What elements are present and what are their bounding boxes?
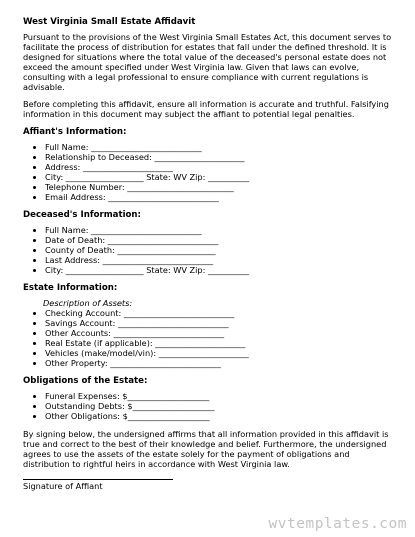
estate-fields-list (23, 298, 395, 368)
affiant-telephone-field: • Telephone Number: __________________________ (45, 182, 395, 192)
deceased-county-field: • County of Death: ________________________ (45, 245, 395, 255)
closing-paragraph: By signing below, the undersigned affirms that all information provided in this affidavit is true and correct to the best of their knowledge and belief. Furthermore, the undersigned agrees to use the assets of the estate solely for the payment of obligations and distribution to rightful heirs in accordance with West Virginia law. (23, 429, 389, 469)
funeral-expenses-field: • Funeral Expenses: $____________________ (45, 391, 395, 401)
deceased-heading: Deceased's Information: (23, 210, 141, 220)
obligations-fields-list (23, 391, 395, 421)
checking-account-field: • Checking Account: ___________________________ (45, 308, 395, 318)
vehicles-field: • Vehicles (make/model/vin): ______________________ (45, 348, 395, 358)
affiant-address-field: • Address: ______________________ (45, 162, 395, 172)
signature-line: Signature of Affiant (23, 479, 173, 491)
affiant-full-name-field: • Full Name: ___________________________ (45, 142, 395, 152)
deceased-fields-list (23, 225, 395, 275)
real-estate-field: • Real Estate (if applicable): ______________________ (45, 338, 395, 348)
deceased-city-state-zip-field: • City: ___________________ State: WV Zip: __________ (45, 265, 395, 275)
savings-account-field: • Savings Account: ___________________________ (45, 318, 395, 328)
warning-paragraph: Before completing this affidavit, ensure all information is accurate and truthful. Falsifying information in this document may subject the affiant to potential legal penalties. (23, 99, 389, 119)
outstanding-debts-field: • Outstanding Debts: $____________________ (45, 401, 395, 411)
watermark-text: wvtemplates.com (268, 516, 407, 532)
assets-sublabel: Description of Assets: (43, 298, 133, 308)
other-obligations-field: • Other Obligations: $____________________ (45, 411, 395, 421)
affiant-email-field: • Email Address: ___________________________ (45, 192, 395, 202)
deceased-full-name-field: • Full Name: ___________________________ (45, 225, 395, 235)
estate-heading: Estate Information: (23, 283, 118, 293)
obligations-heading: Obligations of the Estate: (23, 376, 148, 386)
affidavit-document (23, 17, 395, 491)
intro-paragraph: Pursuant to the provisions of the West Virginia Small Estates Act, this document serves to facilitate the process of distribution for estates that fall under the defined threshold. It is designed for situations where the total value of the deceased's personal estate does not exceed the amount specified under West Virginia law. Given that laws can evolve, consulting with a legal professional to ensure compliance with current regulations is advisable. (23, 32, 392, 92)
affiant-relationship-field: • Relationship to Deceased: ______________________ (45, 152, 395, 162)
other-accounts-field: • Other Accounts: ___________________________ (45, 328, 395, 338)
affiant-heading: Affiant's Information: (23, 127, 127, 137)
deceased-date-of-death-field: • Date of Death: ___________________________ (45, 235, 395, 245)
deceased-last-address-field: • Last Address: ___________________________ (45, 255, 395, 265)
affiant-city-state-zip-field: • City: ___________________ State: WV Zip: __________ (45, 172, 395, 182)
affiant-fields-list (23, 142, 395, 202)
other-property-field: • Other Property: ___________________________ (45, 358, 395, 368)
document-title: West Virginia Small Estate Affidavit (23, 17, 196, 27)
